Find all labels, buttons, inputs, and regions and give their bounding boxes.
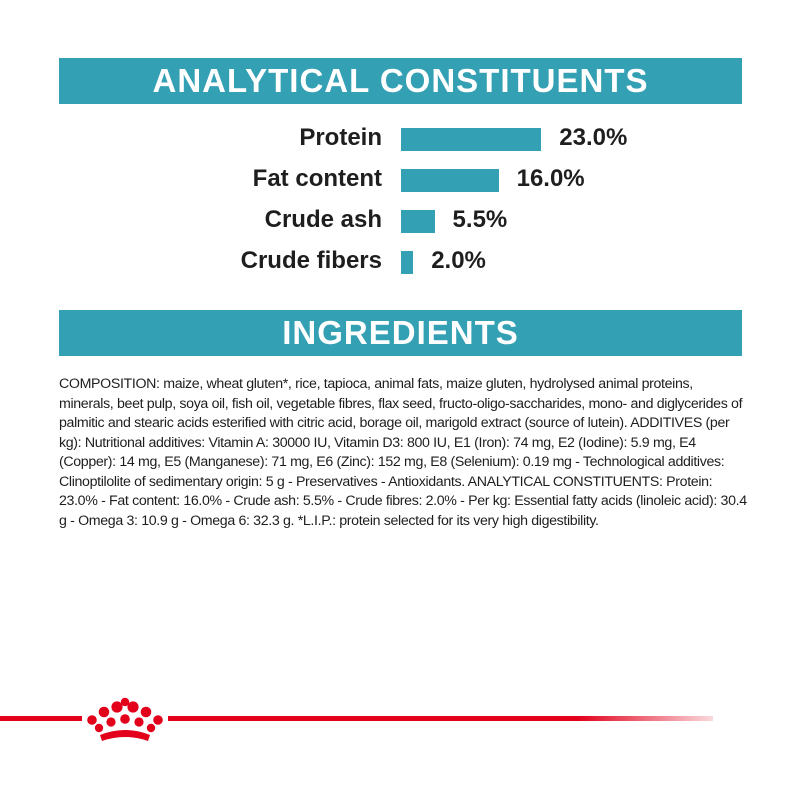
chart-row — [0, 120, 800, 160]
analytical-constituents-banner — [59, 58, 742, 104]
footer-red-line-right — [168, 716, 713, 721]
crown-dot — [106, 717, 115, 726]
chart-bar — [401, 251, 413, 274]
crown-dot — [153, 715, 163, 725]
ingredients-title: INGREDIENTS — [282, 314, 519, 351]
chart-bar — [401, 210, 435, 233]
crown-dot — [111, 701, 122, 712]
chart-value-label: 23.0% — [559, 124, 628, 151]
chart-category-label: Crude fibers — [240, 247, 382, 274]
ingredients-composition-text: COMPOSITION: maize, wheat gluten*, rice, tapioca, animal fats, maize gluten, hydrolysed animal proteins, minerals, beet pulp, soya oil, fish oil, vegetable fibres, flax seed, fructo-oligo-saccharides, mono- and diglycerides of palmitic and stearic acids esterified with citric acid, borage oil, marigold extract (source of lutein). ADDITIVES (per kg): Nutritional additives: Vitamin A: 30000 IU, Vitamin D3: 800 IU, E1 (Iron): 74 mg, E2 (Iodine): 5.9 mg, E4 (Copper): 14 mg, E5 (Manganese): 71 mg, E6 (Zinc): 152 mg, E8 (Selenium): 0.19 mg - Technological additives: Clinoptilolite of sedimentary origin: 5 g - Preservatives - Antioxidants. ANALYTICAL CONSTITUENTS: Protein: 23.0% - Fat content: 16.0% - Crude ash: 5.5% - Crude fibres: 2.0% - Per kg: Essential fatty acids (linoleic acid): 30.4 g - Omega 3: 10.9 g - Omega 6: 32.3 g. *L.I.P.: protein selected for its very high digestibility. — [59, 376, 747, 529]
crown-dot — [147, 724, 155, 732]
crown-dot — [134, 717, 143, 726]
ingredients-banner — [59, 310, 742, 356]
crown-base — [100, 730, 150, 741]
crown-dot — [99, 707, 110, 718]
chart-value-label: 2.0% — [431, 247, 486, 274]
royal-canin-crown-icon — [86, 697, 164, 743]
crown-dot — [127, 701, 138, 712]
chart-category-label: Protein — [299, 124, 382, 151]
chart-value-label: 16.0% — [516, 165, 585, 192]
crown-dot — [95, 724, 103, 732]
chart-row — [0, 161, 800, 201]
analytical-constituents-title: ANALYTICAL CONSTITUENTS — [152, 62, 649, 99]
chart-row — [0, 243, 800, 283]
crown-dot — [120, 714, 130, 724]
chart-category-label: Fat content — [252, 165, 382, 192]
analytical-constituents-chart — [0, 120, 800, 290]
chart-bar — [401, 169, 499, 192]
crown-dot — [87, 715, 97, 725]
chart-category-label: Crude ash — [264, 206, 382, 233]
chart-value-label: 5.5% — [452, 206, 508, 233]
footer-red-line-left — [0, 716, 82, 721]
crown-dot — [141, 707, 152, 718]
crown-dot — [121, 698, 129, 706]
chart-bar — [401, 128, 541, 151]
chart-row — [0, 202, 800, 242]
